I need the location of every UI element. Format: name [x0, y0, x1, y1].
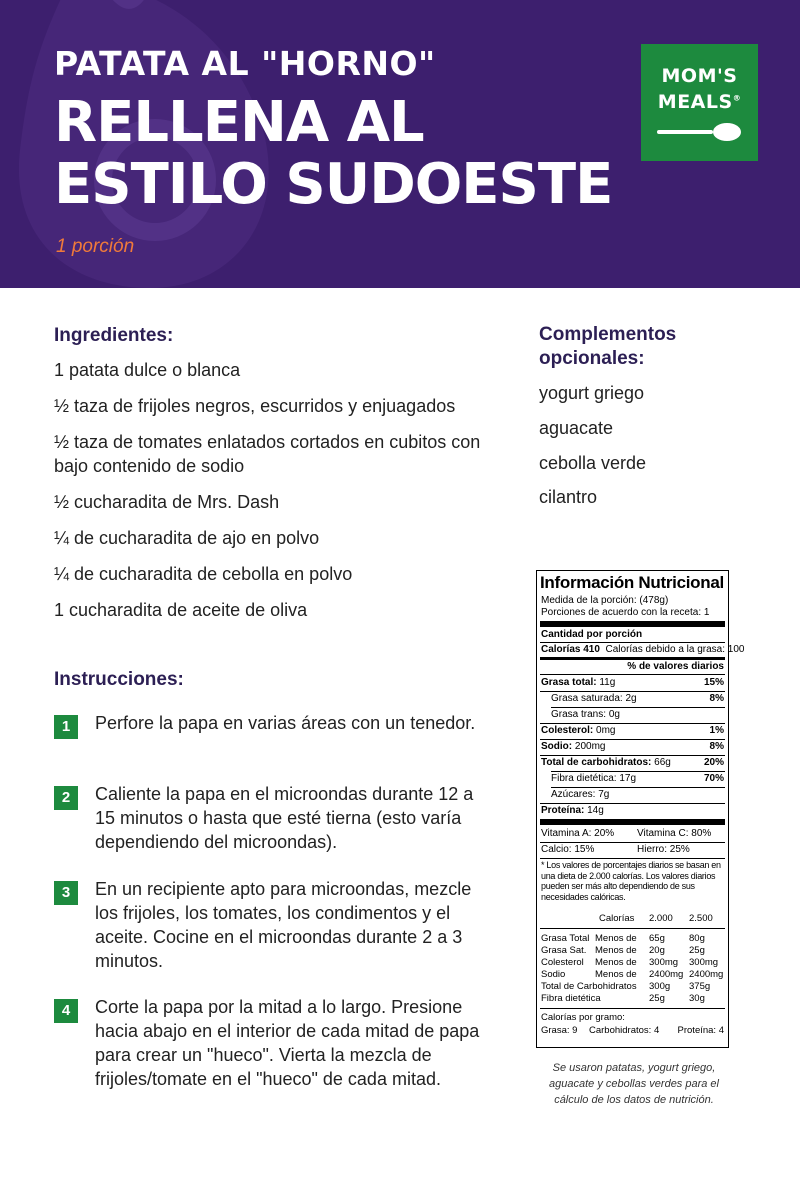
- nutrient-row: [551, 773, 724, 784]
- divider: [551, 787, 725, 788]
- step-text: Perfore la papa en varias áreas con un tenedor.: [95, 713, 476, 733]
- reference-value-2000: 300g: [649, 981, 671, 992]
- complement-item: aguacate: [539, 418, 614, 438]
- nutrient-label: Total de carbohidratos:: [541, 757, 652, 768]
- reference-col-2000: 2.000: [649, 913, 673, 924]
- nutrient-amount: 0g: [608, 709, 620, 720]
- ingredient-item: 1 patata dulce o blanca: [54, 360, 241, 380]
- reference-row: [541, 981, 724, 992]
- serving-size: Medida de la porción: (478g): [541, 595, 669, 606]
- reference-row: [541, 969, 724, 980]
- reference-qualifier: Menos de: [595, 957, 637, 968]
- spoon-icon: [657, 120, 743, 144]
- step-text: En un recipiente apto para microondas, mezcle los frijoles, los tomates, los condimentos y el aceite. Cocine en el microondas durante 2 a 3 minutos.: [95, 879, 472, 971]
- nutrient-amount: 200mg: [574, 741, 606, 752]
- ingredients-heading: Ingredientes:: [54, 325, 174, 346]
- servings-label: 1 porción: [56, 236, 135, 257]
- nutrient-dv: 70%: [703, 773, 724, 784]
- step-number-badge: 1: [54, 715, 78, 739]
- thick-divider: [540, 621, 725, 627]
- per-gram-row: [541, 1025, 724, 1036]
- divider: [551, 707, 725, 708]
- per-gram-carbs: Carbohidratos: 4: [589, 1025, 660, 1036]
- recipe-title-line-1: RELLENA AL: [54, 90, 424, 155]
- reference-calories-label: Calorías: [599, 913, 635, 924]
- reference-col-2500: 2.500: [689, 913, 713, 924]
- step-number-badge: 4: [54, 999, 78, 1023]
- reference-qualifier: Menos de: [595, 945, 637, 956]
- reference-label: Colesterol: [541, 957, 584, 968]
- instruction-step: [54, 995, 494, 1120]
- ingredient-item: ¼ de cucharadita de cebolla en polvo: [54, 564, 353, 584]
- nutrient-label: Grasa saturada:: [551, 693, 623, 704]
- reference-value-2000: 25g: [649, 993, 665, 1004]
- nutrient-row: [541, 805, 724, 816]
- thick-divider: [540, 819, 725, 825]
- reference-qualifier: Menos de: [595, 933, 637, 944]
- reference-value-2500: 25g: [689, 945, 705, 956]
- amount-per-serving: Cantidad por porción: [541, 629, 643, 640]
- nutrient-label: Proteína:: [541, 805, 585, 816]
- divider: [540, 803, 725, 804]
- reference-qualifier: Menos de: [595, 969, 637, 980]
- recipe-title: [54, 92, 612, 216]
- recipe-subtitle: PATATA AL "HORNO": [54, 44, 436, 83]
- nutrient-label: Azúcares:: [551, 789, 596, 800]
- divider: [540, 928, 725, 929]
- logo-text-meals: MEALS: [657, 91, 733, 113]
- ingredient-item: ½ taza de frijoles negros, escurridos y enjuagados: [54, 396, 456, 416]
- vitamin-a: Vitamina A: 20%: [541, 828, 615, 839]
- nutrient-dv: 8%: [709, 741, 724, 752]
- ingredient-item: ½ taza de tomates enlatados cortados en cubitos con bajo contenido de sodio: [54, 432, 481, 476]
- divider: [540, 858, 725, 859]
- step-text: Caliente la papa en el microondas durante 12 a 15 minutos o hasta que esté tierna (esto varía dependiendo del microondas).: [95, 784, 474, 852]
- divider: [540, 657, 725, 660]
- nutrient-dv: 1%: [709, 725, 724, 736]
- reference-value-2500: 80g: [689, 933, 705, 944]
- nutrient-label: Grasa trans:: [551, 709, 607, 720]
- nutrient-row: [551, 789, 724, 800]
- nutrient-amount: 11g: [599, 677, 616, 688]
- reference-label: Total de Carbohidratos: [541, 981, 637, 992]
- nutrient-label: Grasa total:: [541, 677, 597, 688]
- reference-value-2500: 300mg: [689, 957, 719, 968]
- reference-value-2500: 30g: [689, 993, 705, 1004]
- nutrient-amount: 2g: [625, 693, 637, 704]
- daily-value-footnote: * Los valores de porcentajes diarios se basan en una dieta de 2.000 calorías. Los valores diarios pueden ser más alto dependiendo de sus necesidades calóricas.: [541, 860, 721, 902]
- divider: [540, 642, 725, 643]
- instruction-step: [54, 711, 494, 763]
- nutrient-amount: 14g: [587, 805, 604, 816]
- nutrient-row: [551, 709, 724, 720]
- calories-from-fat: Calorías debido a la grasa: 100: [605, 644, 745, 655]
- ingredient-item: 1 cucharadita de aceite de oliva: [54, 600, 308, 620]
- logo-registered-mark: ®: [732, 93, 742, 103]
- nutrient-row: [541, 725, 724, 736]
- instruction-step: [54, 877, 494, 977]
- logo-text-line-2: [641, 91, 758, 113]
- step-number-badge: 3: [54, 881, 78, 905]
- reference-value-2000: 65g: [649, 933, 665, 944]
- iron: Hierro: 25%: [637, 844, 690, 855]
- moms-meals-logo: [641, 44, 758, 161]
- nutrient-label: Sodio:: [541, 741, 573, 752]
- nutrient-row: [541, 757, 724, 768]
- reference-value-2500: 375g: [689, 981, 711, 992]
- reference-value-2000: 300mg: [649, 957, 679, 968]
- ingredient-item: ½ cucharadita de Mrs. Dash: [54, 492, 280, 512]
- nutrient-row: [551, 693, 724, 704]
- step-number-badge: 2: [54, 786, 78, 810]
- nutrient-amount: 17g: [619, 773, 637, 784]
- reference-value-2000: 20g: [649, 945, 665, 956]
- recipe-title-line-2: ESTILO SUDOESTE: [54, 152, 613, 217]
- vitamin-c: Vitamina C: 80%: [637, 828, 712, 839]
- mineral-row: [541, 844, 724, 855]
- reference-row: [541, 957, 724, 968]
- per-gram-fat: Grasa: 9: [541, 1025, 578, 1036]
- divider: [540, 1008, 725, 1009]
- complement-item: yogurt griego: [539, 383, 645, 403]
- vitamin-row: [541, 828, 724, 839]
- calcium: Calcio: 15%: [541, 844, 595, 855]
- nutrient-row: [541, 677, 724, 688]
- reference-label: Grasa Total: [541, 933, 590, 944]
- recipe-header: [0, 0, 800, 288]
- reference-value-2500: 2400mg: [689, 969, 724, 980]
- instruction-step: [54, 782, 494, 858]
- nutrient-dv: 20%: [703, 757, 724, 768]
- reference-row: [541, 945, 724, 956]
- complement-item: cebolla verde: [539, 453, 647, 473]
- nutrient-label: Colesterol:: [541, 725, 594, 736]
- divider: [551, 771, 725, 772]
- nutrition-facts-panel: [536, 570, 745, 1048]
- nutrient-dv: 15%: [703, 677, 724, 688]
- nutrition-calculation-note: Se usaron patatas, yogurt griego, aguacate y cebollas verdes para el cálculo de los datos de nutrición.: [549, 1062, 719, 1106]
- nutrient-amount: 7g: [598, 789, 610, 800]
- logo-text-line-1: MOM'S: [661, 65, 738, 87]
- daily-value-header: % de valores diarios: [627, 661, 724, 672]
- reference-label: Sodio: [541, 969, 566, 980]
- reference-row: [541, 933, 724, 944]
- nutrient-dv: 8%: [709, 693, 724, 704]
- calories-row: [541, 644, 745, 655]
- divider: [540, 674, 725, 675]
- complements-heading: Complementos opcionales:: [539, 324, 677, 369]
- divider: [540, 842, 725, 843]
- calories-value: Calorías 410: [541, 644, 600, 655]
- ingredients-list: [54, 358, 514, 634]
- reference-row: [541, 993, 724, 1004]
- nutrient-label: Fibra dietética:: [551, 773, 617, 784]
- divider: [540, 755, 725, 756]
- nutrient-amount: 66g: [654, 757, 671, 768]
- per-gram-protein: Proteína: 4: [677, 1025, 724, 1036]
- nutrient-row: [541, 741, 724, 752]
- divider: [540, 723, 725, 724]
- servings-per-recipe: Porciones de acuerdo con la receta: 1: [541, 607, 710, 618]
- divider: [540, 739, 725, 740]
- ingredient-item: ¼ de cucharadita de ajo en polvo: [54, 528, 320, 548]
- divider: [540, 691, 725, 692]
- nutrition-title: Información Nutricional: [540, 573, 724, 592]
- nutrient-amount: 0mg: [596, 725, 616, 736]
- reference-label: Grasa Sat.: [541, 945, 587, 956]
- reference-label: Fibra dietética: [541, 993, 601, 1004]
- instructions-heading: Instrucciones:: [54, 669, 184, 690]
- reference-value-2000: 2400mg: [649, 969, 684, 980]
- per-gram-label: Calorías por gramo:: [541, 1012, 625, 1023]
- step-text: Corte la papa por la mitad a lo largo. Presione hacia abajo en el interior de cada mitad de papa para crear un "hueco". Vierta la mezcla de frijoles/tomate en el "hueco" de cada mitad.: [95, 997, 480, 1089]
- complement-item: cilantro: [539, 487, 598, 507]
